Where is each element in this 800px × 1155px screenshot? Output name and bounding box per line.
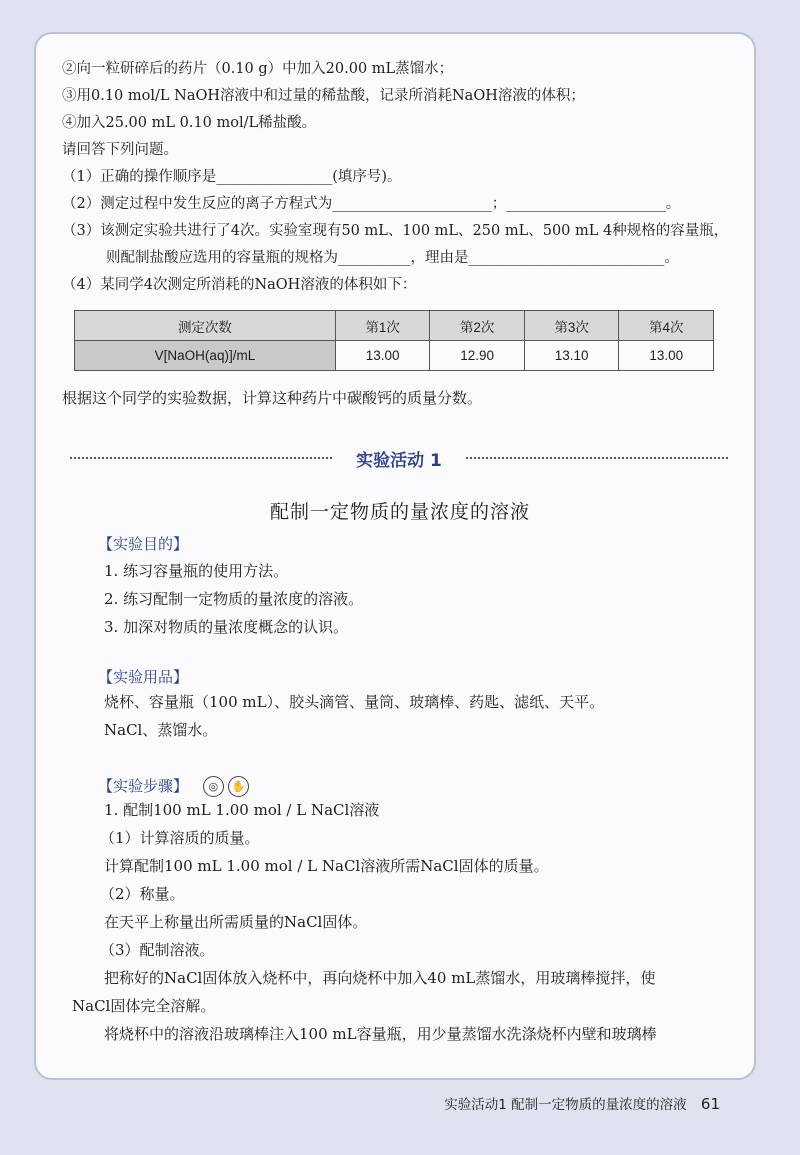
conclusion-text: 根据这个同学的实验数据，计算这种药片中碳酸钙的质量分数。 bbox=[62, 389, 483, 407]
table-cell: 13.00 bbox=[335, 341, 430, 371]
step-2: ②向一粒研碎后的药片（0.10 g）中加入20.00 mL蒸馏水； bbox=[62, 61, 454, 77]
table-row-label: V[NaOH(aq)]/mL bbox=[75, 341, 336, 371]
table-cell: 13.10 bbox=[524, 341, 619, 371]
question-3-cont: 则配制盐酸应选用的容量瓶的规格为__________，理由是___________________________。 bbox=[106, 250, 679, 266]
list-item: （2）称量。 bbox=[100, 885, 185, 903]
goggles-icon: ◎ bbox=[203, 776, 224, 797]
table-cell: 13.00 bbox=[619, 341, 714, 371]
dotted-rule-left bbox=[70, 457, 332, 459]
main-title: 配制一定物质的量浓度的溶液 bbox=[269, 501, 530, 523]
table-row bbox=[75, 341, 714, 371]
question-section bbox=[62, 60, 732, 303]
dotted-rule-right bbox=[466, 457, 728, 459]
question-4: （4）某同学4次测定所消耗的NaOH溶液的体积如下： bbox=[62, 277, 417, 293]
list-item: 在天平上称量出所需质量的NaCl固体。 bbox=[104, 913, 368, 931]
list-item: 将烧杯中的溶液沿玻璃棒注入100 mL容量瓶，用少量蒸馏水洗涤烧杯内壁和玻璃棒 bbox=[104, 1025, 657, 1043]
activity-label: 实验活动 1 bbox=[356, 451, 442, 471]
page-footer bbox=[444, 1093, 720, 1113]
list-item: 把称好的NaCl固体放入烧杯中，再向烧杯中加入40 mL蒸馏水，用玻璃棒搅拌，使 bbox=[104, 969, 656, 987]
materials-list bbox=[104, 693, 744, 749]
step-4: ④加入25.00 mL 0.10 mol/L稀盐酸。 bbox=[62, 115, 317, 131]
question-2: （2）测定过程中发生反应的离子方程式为______________________；______________________。 bbox=[62, 196, 681, 212]
list-item: NaCl固体完全溶解。 bbox=[72, 997, 216, 1015]
page-number: 61 bbox=[700, 1095, 720, 1113]
table-header-cell: 第3次 bbox=[524, 311, 619, 341]
procedure-list bbox=[72, 801, 744, 1053]
step-3: ③用0.10 mol/L NaOH溶液中和过量的稀盐酸，记录所消耗NaOH溶液的体积； bbox=[62, 88, 585, 104]
naoh-volume-table bbox=[74, 310, 714, 371]
table-cell: 12.90 bbox=[430, 341, 525, 371]
question-1: （1）正确的操作顺序是________________(填序号)。 bbox=[62, 169, 402, 185]
list-item: （3）配制溶液。 bbox=[100, 941, 215, 959]
materials-heading: 【实验用品】 bbox=[98, 668, 189, 686]
table-header-cell: 第2次 bbox=[430, 311, 525, 341]
table-header-cell: 第1次 bbox=[335, 311, 430, 341]
list-item: 计算配制100 mL 1.00 mol / L NaCl溶液所需NaCl固体的质量。 bbox=[104, 857, 549, 875]
table-header-row bbox=[75, 311, 714, 341]
list-item: （1）计算溶质的质量。 bbox=[100, 829, 260, 847]
purpose-list bbox=[104, 562, 744, 646]
table-header-cell: 第4次 bbox=[619, 311, 714, 341]
list-item: 3. 加深对物质的量浓度概念的认识。 bbox=[104, 618, 349, 636]
question-3: （3）该测定实验共进行了4次。实验室现有50 mL、100 mL、250 mL、500 mL 4种规格的容量瓶， bbox=[62, 223, 729, 239]
prompt: 请回答下列问题。 bbox=[62, 142, 178, 158]
list-item: 烧杯、容量瓶（100 mL）、胶头滴管、量筒、玻璃棒、药匙、滤纸、天平。 bbox=[104, 693, 605, 711]
procedure-heading bbox=[98, 775, 249, 797]
list-item: 2. 练习配制一定物质的量浓度的溶液。 bbox=[104, 590, 364, 608]
activity-banner bbox=[70, 446, 728, 470]
safety-icons bbox=[203, 776, 249, 797]
hand-wash-icon: ✋ bbox=[228, 776, 249, 797]
procedure-heading-label: 【实验步骤】 bbox=[98, 777, 189, 795]
footer-title: 实验活动1 配制一定物质的量浓度的溶液 bbox=[444, 1097, 687, 1113]
purpose-heading: 【实验目的】 bbox=[98, 535, 189, 553]
list-item: NaCl、蒸馏水。 bbox=[104, 721, 218, 739]
list-item: 1. 练习容量瓶的使用方法。 bbox=[104, 562, 289, 580]
list-item: 1. 配制100 mL 1.00 mol / L NaCl溶液 bbox=[104, 801, 380, 819]
table-header-cell: 测定次数 bbox=[75, 311, 336, 341]
